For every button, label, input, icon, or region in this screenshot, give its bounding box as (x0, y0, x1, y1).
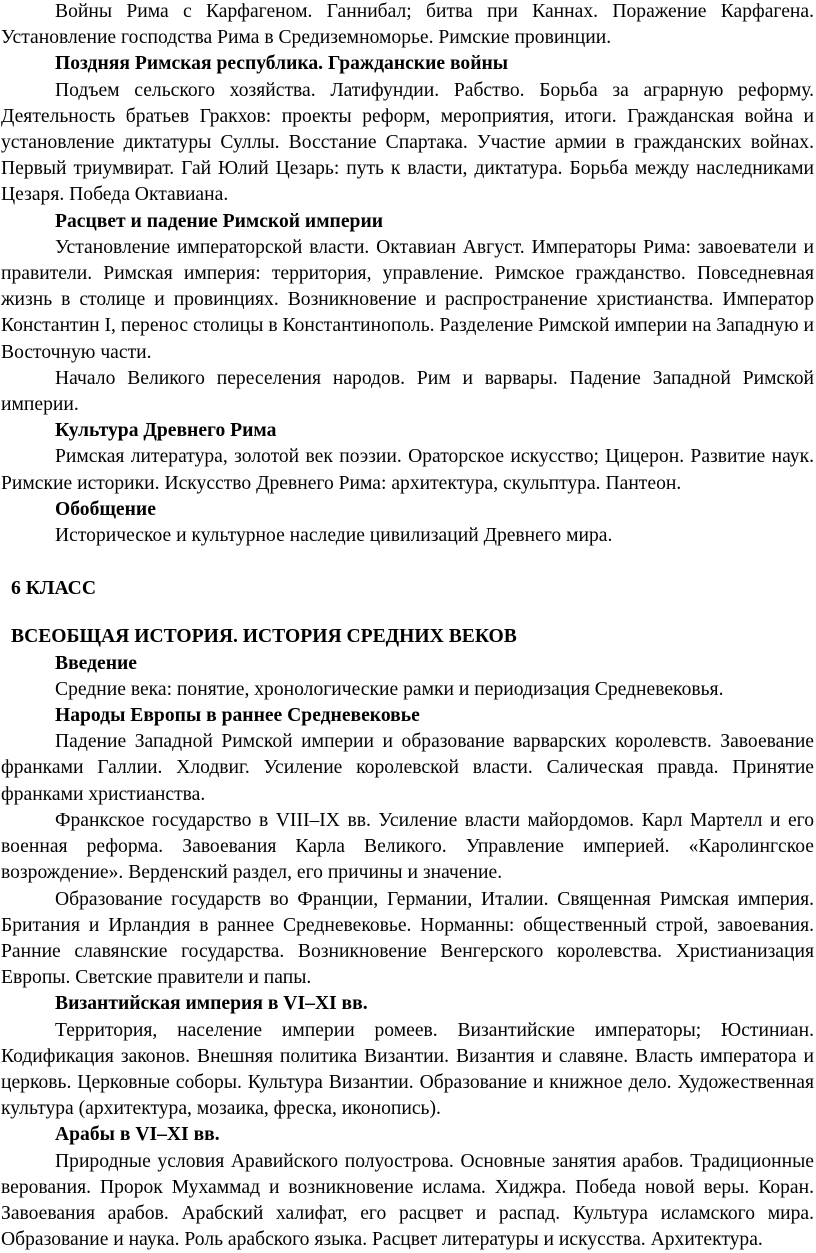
heading-roman-empire: Расцвет и падение Римской империи (55, 210, 384, 232)
document-content (1, 0, 814, 1253)
spacer (1, 549, 814, 576)
paragraph-migration-period: Начало Великого переселения народов. Рим и варвары. Падение Западной Римской империи. (1, 367, 814, 416)
paragraph-roman-culture: Римская литература, золотой век поэзии. Ораторское искусство; Цицерон. Развитие наук. Римские историки. Искусство Древнего Рима: архитектура, скульптура. Пантеон. (1, 446, 814, 494)
paragraph-roman-empire: Установление императорской власти. Октавиан Август. Императоры Рима: завоеватели и правители. Римская империя: территория, управление. Римское гражданство. Повседневная жизнь в столице и провинциях. Возникновение и распространение христианства. Император Константин I, перенос столицы в Константинополь. Разделение Римской империи на Западную и Восточную части. (1, 236, 814, 363)
grade-heading: 6 КЛАСС (11, 578, 96, 600)
heading-late-republic: Поздняя Римская республика. Гражданские войны (55, 53, 509, 75)
spacer (1, 602, 814, 624)
paragraph-arabs: Природные условия Аравийского полуострова. Основные занятия арабов. Традиционные верования. Пророк Мухаммад и возникновение ислама. Хиджра. Победа новой веры. Коран. Завоевания арабов. Арабский халифат, его расцвет и распад. Культура исламского мира. Образование и наука. Роль арабского языка. Расцвет литературы и искусства. Архитектура. (1, 1150, 814, 1251)
heading-early-europe: Народы Европы в раннее Средневековье (55, 705, 420, 727)
heading-arabs: Арабы в VI–XI вв. (55, 1124, 220, 1146)
paragraph-frankish-state: Франкское государство в VIII–IX вв. Усиление власти майордомов. Карл Мартелл и его военная реформа. Завоевания Карла Великого. Управление империей. «Каролингское возрождение». Верденский раздел, его причины и значение. (1, 809, 814, 884)
paragraph-european-states: Образование государств во Франции, Германии, Италии. Священная Римская империя. Британия и Ирландия в раннее Средневековье. Норманны: общественный строй, завоевания. Ранние славянские государства. Возникновение Венгерского королевства. Христианизация Европы. Светские правители и папы. (1, 888, 814, 989)
paragraph-introduction: Средние века: понятие, хронологические рамки и периодизация Средневековья. (55, 678, 724, 700)
heading-roman-culture: Культура Древнего Рима (55, 420, 277, 442)
paragraph-byzantium: Территория, население империи ромеев. Византийские императоры; Юстиниан. Кодификация законов. Внешняя политика Византии. Византия и славяне. Власть императора и церковь. Церковные соборы. Культура Византии. Образование и книжное дело. Художественная культура (архитектура, мозаика, фреска, иконопись). (1, 1019, 814, 1120)
paragraph-barbarian-kingdoms: Падение Западной Римской империи и образование варварских королевств. Завоевание франками Галлии. Хлодвиг. Усиление королевской власти. Салическая правда. Принятие франками христианства. (1, 731, 814, 805)
heading-summary: Обобщение (55, 498, 156, 520)
course-heading: ВСЕОБЩАЯ ИСТОРИЯ. ИСТОРИЯ СРЕДНИХ ВЕКОВ (11, 626, 517, 648)
heading-byzantium: Византийская империя в VI–XI вв. (55, 993, 368, 1015)
paragraph-punic-wars: Войны Рима с Карфагеном. Ганнибал; битва при Каннах. Поражение Карфагена. Установление господства Рима в Средиземноморье. Римские провинции. (1, 1, 814, 49)
paragraph-late-republic: Подъем сельского хозяйства. Латифундии. Рабство. Борьба за аграрную реформу. Деятельность братьев Гракхов: проекты реформ, мероприятия, итоги. Гражданская война и установление диктатуры Суллы. Восстание Спартака. Участие армии в гражданских войнах. Первый триумвират. Гай Юлий Цезарь: путь к власти, диктатура. Борьба между наследниками Цезаря. Победа Октавиана. (1, 79, 814, 206)
paragraph-summary: Историческое и культурное наследие цивилизаций Древнего мира. (55, 525, 613, 547)
heading-introduction: Введение (55, 652, 137, 674)
